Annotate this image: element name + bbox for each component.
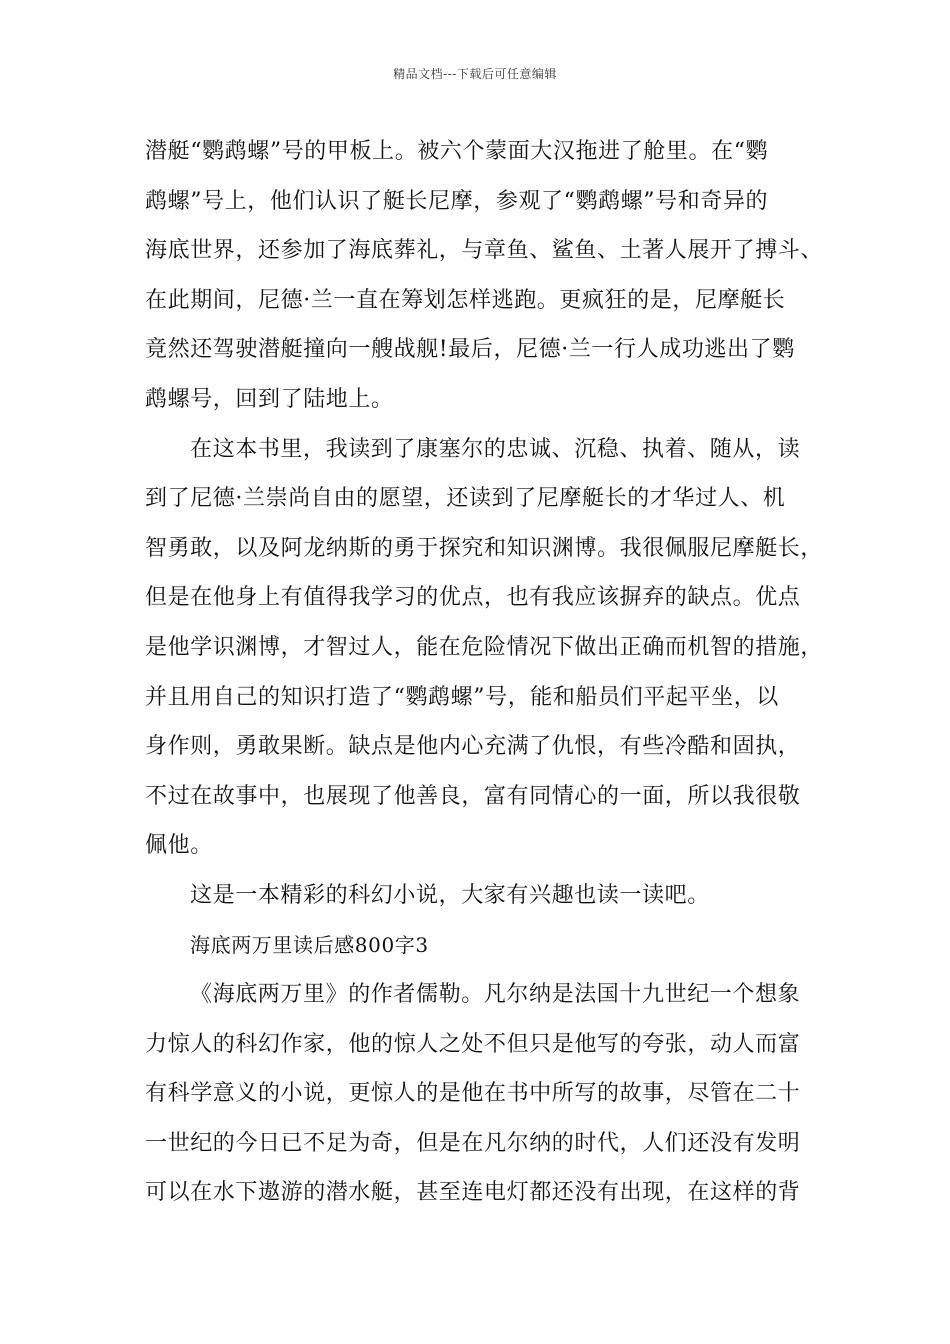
body-line: 不过在故事中，也展现了他善良，富有同情心的一面，所以我很敬 xyxy=(145,783,801,809)
paragraph-first-line: 《海底两万里》的作者儒勒。凡尔纳是法国十九世纪一个想象 xyxy=(190,982,801,1008)
document-body xyxy=(145,127,825,1218)
body-line: 在此期间，尼德·兰一直在筹划怎样逃跑。更疯狂的是，尼摩艇长 xyxy=(145,287,786,313)
body-line: 力惊人的科幻作家，他的惊人之处不但只是他写的夸张，动人而富 xyxy=(145,1031,801,1057)
body-line: 潜艇“鹦鹉螺”号的甲板上。被六个蒙面大汉拖进了舱里。在“鹦 xyxy=(145,139,769,164)
body-line: 可以在水下遨游的潜水艇，甚至连电灯都还没有出现，在这样的背 xyxy=(145,1180,801,1206)
body-line: 智勇敢，以及阿龙纳斯的勇于探究和知识渊博。我很佩服尼摩艇长， xyxy=(145,535,824,561)
body-line: 身作则，勇敢果断。缺点是他内心充满了仇恨，有些冷酷和固执， xyxy=(145,734,801,760)
body-line: 到了尼德·兰崇尚自由的愿望，还读到了尼摩艇长的才华过人、机 xyxy=(145,486,786,512)
body-line: 鹉螺号，回到了陆地上。 xyxy=(145,386,394,412)
paragraph-first-line: 这是一本精彩的科幻小说，大家有兴趣也读一读吧。 xyxy=(190,882,710,908)
body-line: 有科学意义的小说，更惊人的是他在书中所写的故事，尽管在二十 xyxy=(145,1081,801,1107)
body-line: 并且用自己的知识打造了“鹦鹉螺”号，能和船员们平起平坐，以 xyxy=(145,684,779,710)
section-heading: 海底两万里读后感800字3 xyxy=(190,932,429,957)
body-line: 鹉螺”号上，他们认识了艇长尼摩，参观了“鹦鹉螺”号和奇异的 xyxy=(145,188,769,214)
body-line: 但是在他身上有值得我学习的优点，也有我应该摒弃的缺点。优点 xyxy=(145,585,801,611)
body-line: 竟然还驾驶潜艇撞向一艘战舰!最后，尼德·兰一行人成功逃出了鹦 xyxy=(145,337,795,363)
paragraph-first-line: 在这本书里，我读到了康塞尔的忠诚、沉稳、执着、随从，读 xyxy=(190,436,801,462)
page-header: 精品文档---下载后可任意编辑 xyxy=(393,67,557,81)
body-line: 是他学识渊博，才智过人，能在危险情况下做出正确而机智的措施， xyxy=(145,634,824,660)
body-line: 佩他。 xyxy=(145,833,213,859)
body-line: 海底世界，还参加了海底葬礼，与章鱼、鲨鱼、土著人展开了搏斗、 xyxy=(145,238,824,264)
body-line: 一世纪的今日已不足为奇，但是在凡尔纳的时代，人们还没有发明 xyxy=(145,1130,801,1156)
